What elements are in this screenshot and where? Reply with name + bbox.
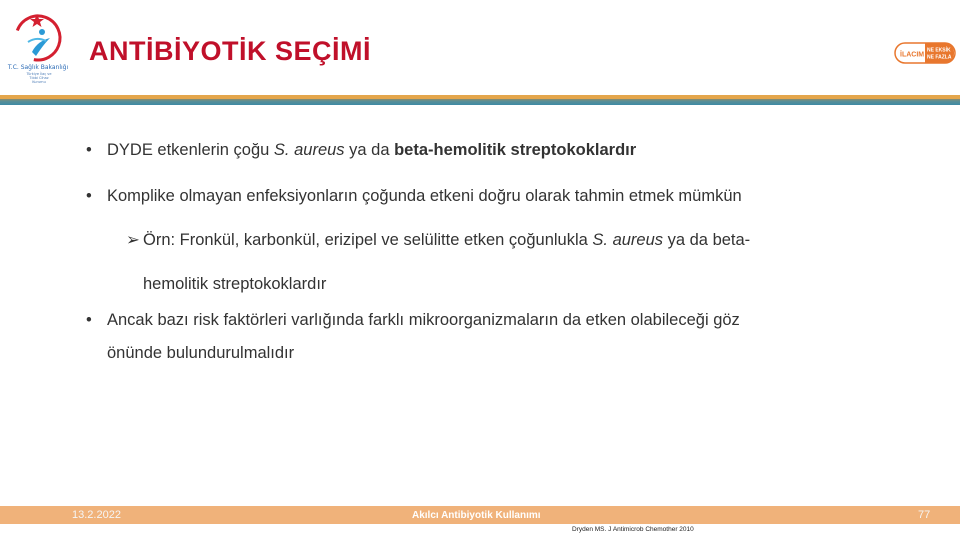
footer-bar — [0, 506, 960, 524]
sub-bullet-text-b: ya da beta- — [663, 231, 751, 249]
ilacim-brand-text: İLACIM — [900, 51, 925, 59]
bullet-2-text: Komplike olmayan enfeksiyonların çoğunda etkeni doğru olarak tahmin etmek mümkün — [107, 187, 742, 205]
footer-title: Akılcı Antibiyotik Kullanımı — [412, 510, 541, 521]
header-divider-band — [0, 95, 960, 105]
bullet-3-line-1: Ancak bazı risk faktörleri varlığında farklı mikroorganizmaların da etken olabileceği göz — [107, 311, 740, 329]
ministry-name: T.C. Sağlık Bakanlığı — [7, 64, 69, 71]
page-number: 77 — [918, 509, 931, 521]
ilacim-logo — [894, 41, 956, 65]
bullet-dot: • — [86, 187, 92, 205]
ministry-logo — [6, 8, 70, 84]
bullet-1-text-b: ya da — [344, 141, 395, 159]
bullet-1-text-a: DYDE etkenlerin çoğu — [107, 141, 274, 159]
arrow-bullet-icon: ➢ — [126, 231, 140, 249]
ilacim-tagline-2: NE FAZLA — [927, 54, 952, 61]
sub-bullet-organism: S. aureus — [592, 231, 664, 249]
bullet-3-text — [107, 304, 837, 370]
bullet-1-organism: S. aureus — [273, 141, 345, 159]
sub-bullet-text-a: Örn: Fronkül, karbonkül, erizipel ve selülitte etken çoğunlukla — [143, 231, 593, 249]
ilacim-tagline-1: NE EKSİK — [927, 47, 951, 54]
footer-date: 13.2.2022 — [72, 509, 121, 521]
bullet-dot: • — [86, 311, 92, 329]
sub-bullet-1-text — [143, 218, 823, 306]
bullet-3-line-2: önünde bulundurulmalıdır — [107, 344, 295, 362]
bullet-1-bold: beta-hemolitik streptokoklardır — [394, 141, 637, 159]
ministry-subtext: Türkiye İlaç ve Tıbbi Cihaz Kurumu — [26, 72, 52, 84]
ilacim-logo-icon — [894, 41, 956, 65]
page-title: ANTİBİYOTİK SEÇİMİ — [89, 36, 372, 66]
citation: Dryden MS. J Antimicrob Chemother 2010 — [572, 526, 694, 533]
bullet-1-text — [107, 134, 837, 167]
bullet-dot: • — [86, 141, 92, 159]
sub-bullet-text-c: hemolitik streptokoklardır — [143, 275, 327, 293]
ministry-of-health-logo-icon — [6, 8, 70, 66]
